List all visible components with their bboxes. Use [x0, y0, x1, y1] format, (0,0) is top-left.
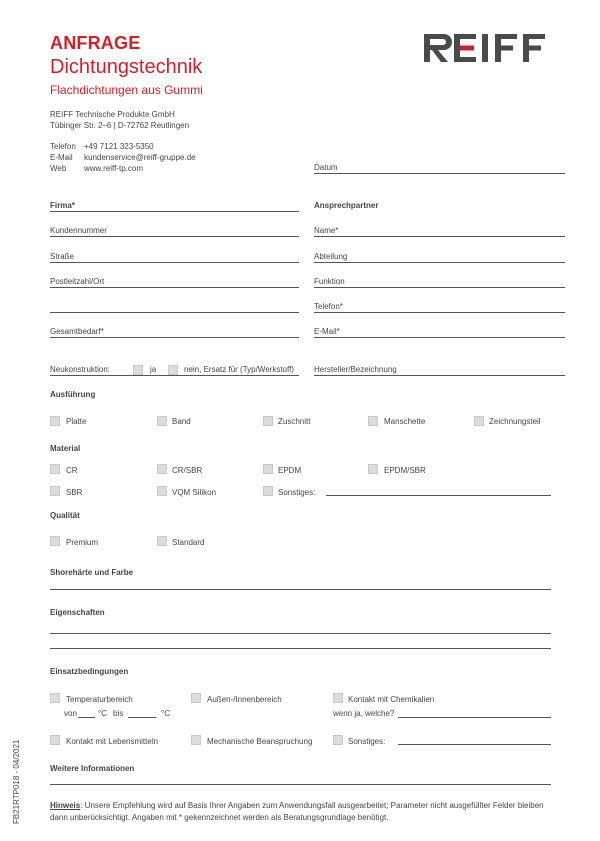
eigenschaften-title: Eigenschaften: [50, 608, 105, 617]
email-label: E-Mail: [50, 153, 73, 162]
nein-checkbox[interactable]: [168, 365, 178, 375]
vqm-silikon-checkbox[interactable]: [157, 486, 167, 496]
band-checkbox[interactable]: [157, 416, 167, 426]
form-subtitle: Dichtungstechnik: [50, 56, 203, 78]
epdm-sbr-label: EPDM/SBR: [384, 466, 426, 475]
email-field[interactable]: [314, 337, 565, 338]
sbr-label: SBR: [66, 488, 83, 497]
weitere-field[interactable]: [50, 784, 551, 785]
web-row: [50, 164, 143, 173]
shorehaerte-title: Shorehärte und Farbe: [50, 568, 134, 577]
ausfuehrung-title: Ausführung: [50, 390, 96, 399]
sbr-checkbox[interactable]: [50, 486, 60, 496]
funktion-label: Funktion: [314, 277, 345, 286]
telefon-label: Telefon*: [314, 302, 343, 311]
mechanisch-checkbox[interactable]: [191, 735, 201, 745]
vqm-silikon-label: VQM Silikon: [172, 488, 217, 497]
datum-field[interactable]: [314, 173, 565, 174]
plz-ort-field-2[interactable]: [50, 312, 299, 313]
product-name: Flachdichtungen aus Gummi: [50, 83, 203, 97]
aussen-checkbox[interactable]: [191, 693, 201, 703]
reiff-logo: [424, 34, 566, 62]
cr-label: CR: [66, 466, 78, 475]
web-label: Web: [50, 164, 67, 173]
email-row: [50, 153, 196, 162]
material-sonstiges-field[interactable]: [326, 495, 551, 496]
ersatz-field[interactable]: [50, 375, 299, 376]
chemikalien-field[interactable]: [398, 717, 551, 718]
datum-label: Datum: [314, 163, 338, 172]
welche-label: wenn ja, welche?: [333, 709, 395, 718]
einsatz-sonstiges-field[interactable]: [398, 744, 551, 745]
epdm-checkbox[interactable]: [263, 464, 273, 474]
eigenschaften-field-2[interactable]: [50, 648, 551, 649]
hinweis-text: : Unsere Empfehlung wird auf Basis Ihrer Angaben zum Anwendungsfall ausgearbeitet; Parameter nicht ausgefüllter Felder bleiben dann unberücksichtigt. Angaben mit * gekennzeichnet werden als Beratungsgrundlage benötigt.: [50, 801, 544, 822]
grad1-label: °C: [98, 709, 107, 718]
name-field[interactable]: [314, 236, 565, 237]
shorehaerte-field[interactable]: [50, 589, 551, 590]
band-label: Band: [172, 417, 191, 426]
form-code: FB21RTP018 - 04/2021: [12, 739, 21, 824]
lebensmittel-checkbox[interactable]: [50, 735, 60, 745]
manschette-checkbox[interactable]: [368, 416, 378, 426]
nein-label: nein, Ersatz für (Typ/Werkstoff): [184, 365, 294, 374]
ja-checkbox[interactable]: [133, 365, 143, 375]
company-name: REIFF Technische Produkte GmbH: [50, 110, 175, 119]
cr-sbr-checkbox[interactable]: [157, 464, 167, 474]
firma-label: Firma*: [50, 201, 75, 210]
eigenschaften-field-1[interactable]: [50, 633, 551, 634]
telefon-field[interactable]: [314, 312, 565, 313]
hersteller-field[interactable]: [314, 375, 565, 376]
lebensmittel-label: Kontakt mit Lebensmitteln: [66, 737, 159, 746]
einsatz-sonstiges-label: Sonstiges:: [348, 737, 386, 746]
weitere-title: Weitere Informationen: [50, 764, 135, 773]
phone-row: [50, 142, 154, 151]
zuschnitt-checkbox[interactable]: [263, 416, 273, 426]
manschette-label: Manschette: [384, 417, 426, 426]
company-address: Tübinger Str. 2–6 | D-72762 Reutlingen: [50, 121, 190, 130]
hinweis-label: Hinweis: [50, 801, 81, 810]
phone-label: Telefon: [50, 142, 76, 151]
kundennummer-field[interactable]: [50, 236, 299, 237]
cr-sbr-label: CR/SBR: [172, 466, 203, 475]
phone-value: +49 7121 323-5350: [84, 142, 154, 151]
qualitaet-title: Qualität: [50, 511, 80, 520]
bis-label: bis: [113, 709, 124, 718]
funktion-field[interactable]: [314, 287, 565, 288]
platte-checkbox[interactable]: [50, 416, 60, 426]
grad2-label: °C: [161, 709, 170, 718]
chemikalien-checkbox[interactable]: [333, 693, 343, 703]
ja-label: ja: [150, 365, 157, 374]
aussen-label: Außen-/Innenbereich: [207, 695, 282, 704]
kundennummer-label: Kundennummer: [50, 226, 107, 235]
epdm-label: EPDM: [278, 466, 302, 475]
epdm-sbr-checkbox[interactable]: [368, 464, 378, 474]
von-label: von: [64, 709, 77, 718]
email-value[interactable]: kundenservice@reiff-gruppe.de: [84, 153, 196, 162]
neukonstruktion-label: Neukonstruktion:: [50, 365, 111, 374]
mechanisch-label: Mechanische Beanspruchung: [207, 737, 313, 746]
strasse-field[interactable]: [50, 262, 299, 263]
hersteller-label: Hersteller/Bezeichnung: [314, 365, 397, 374]
name-label: Name*: [314, 226, 339, 235]
ansprechpartner-label: Ansprechpartner: [314, 201, 379, 210]
temp-bis-field[interactable]: [128, 717, 156, 718]
zeichnungsteil-checkbox[interactable]: [474, 416, 484, 426]
premium-checkbox[interactable]: [50, 536, 60, 546]
chemikalien-label: Kontakt mit Chemikalien: [348, 695, 435, 704]
plz-ort-label: Postleitzahl/Ort: [50, 277, 105, 286]
standard-checkbox[interactable]: [157, 536, 167, 546]
gesamtbedarf-label: Gesamtbedarf*: [50, 327, 104, 336]
zeichnungsteil-label: Zeichnungsteil: [489, 417, 541, 426]
zuschnitt-label: Zuschnitt: [278, 417, 311, 426]
einsatz-title: Einsatzbedingungen: [50, 667, 129, 676]
einsatz-sonstiges-checkbox[interactable]: [333, 735, 343, 745]
email-field-label: E-Mail*: [314, 327, 340, 336]
premium-label: Premium: [66, 538, 99, 547]
temperatur-checkbox[interactable]: [50, 693, 60, 703]
temp-von-field[interactable]: [78, 717, 95, 718]
platte-label: Platte: [66, 417, 87, 426]
material-title: Material: [50, 444, 81, 453]
standard-label: Standard: [172, 538, 205, 547]
cr-checkbox[interactable]: [50, 464, 60, 474]
firma-field[interactable]: [50, 211, 299, 212]
gesamtbedarf-field[interactable]: [50, 337, 299, 338]
material-sonstiges-label: Sonstiges:: [278, 488, 316, 497]
hinweis-note: [50, 800, 555, 824]
abteilung-field[interactable]: [314, 262, 565, 263]
material-sonstiges-checkbox[interactable]: [263, 486, 273, 496]
temperatur-label: Temperaturbereich: [66, 695, 133, 704]
web-value[interactable]: www.reiff-tp.com: [84, 164, 143, 173]
plz-ort-field[interactable]: [50, 287, 299, 288]
abteilung-label: Abteilung: [314, 252, 348, 261]
strasse-label: Straße: [50, 252, 75, 261]
form-title: ANFRAGE: [50, 33, 141, 53]
